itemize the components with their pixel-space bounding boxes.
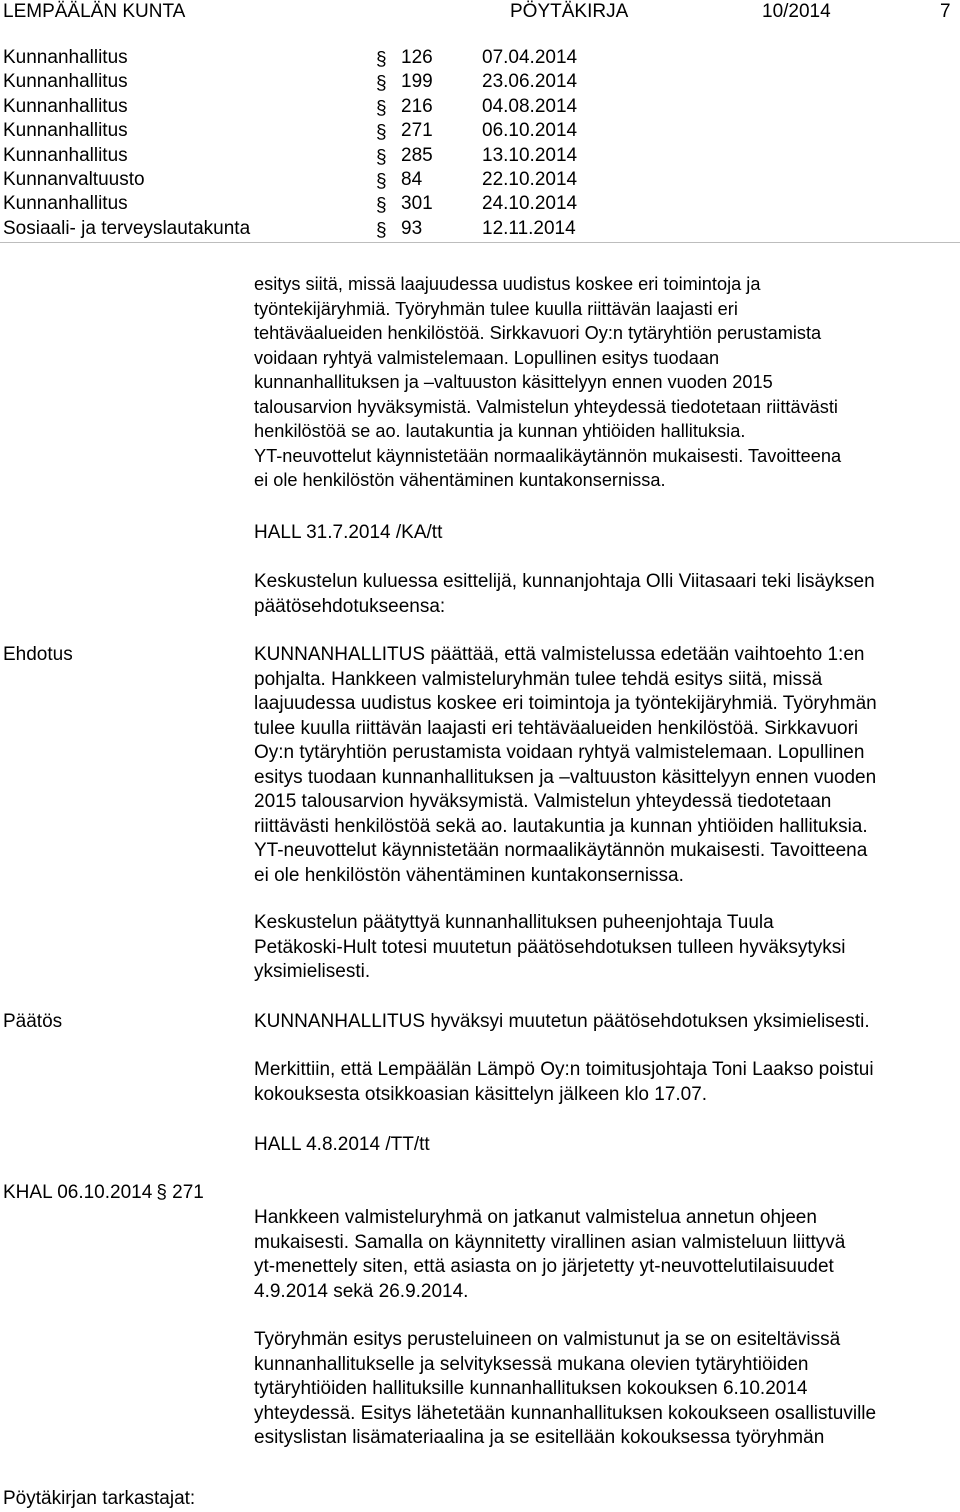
section-symbol: § <box>376 146 387 168</box>
text-line: riittävästi henkilöstöä sekä ao. lautakuntia ja kunnan yhtiöiden hallituksia. <box>254 815 868 837</box>
history-body: Kunnanvaltuusto <box>3 168 145 190</box>
history-number: 301 <box>401 193 433 215</box>
hall-signature-text: HALL 31.7.2014 /KA/tt <box>254 522 443 543</box>
history-number: 271 <box>401 120 433 142</box>
text-line: laajuudessa uudistus koskee eri toimintoja ja työntekijäryhmiä. Työryhmän <box>254 693 877 714</box>
text-line: Merkittiin, että Lempäälän Lämpö Oy:n toimitusjohtaja Toni Laakso poistui <box>254 1059 874 1080</box>
history-number: 126 <box>401 47 433 68</box>
text-line: YT-neuvottelut käynnistetään normaalikäytännön mukaisesti. Tavoitteena <box>254 840 868 861</box>
history-date: 13.10.2014 <box>482 144 578 166</box>
history-row <box>0 193 960 217</box>
footer-label: Pöytäkirjan tarkastajat: <box>3 1488 196 1509</box>
khal-paragraph-1 <box>254 1206 954 1304</box>
page-number: 7 <box>940 1 951 22</box>
history-date: 24.10.2014 <box>482 193 578 215</box>
text-line: kunnanhallitukselle ja selvityksessä mukana olevien tytäryhtiöiden <box>254 1353 809 1375</box>
text-line: yksimielisesti. <box>254 961 371 982</box>
history-row <box>0 145 960 169</box>
document-type: PÖYTÄKIRJA <box>510 1 629 22</box>
text-line: Keskustelun kuluessa esittelijä, kunnanjohtaja Olli Viitasaari teki lisäyksen <box>254 571 875 592</box>
text-line: ei ole henkilöstön vähentäminen kuntakonsernissa. <box>254 470 666 490</box>
text-line: kunnanhallituksen ja –valtuuston käsittelyyn ennen vuoden 2015 <box>254 372 773 392</box>
text-line: 4.9.2014 sekä 26.9.2014. <box>254 1280 469 1302</box>
history-date: 07.04.2014 <box>482 47 578 68</box>
text-line: työntekijäryhmiä. Työryhmän tulee kuulla riittävän laajasti eri <box>254 298 738 319</box>
history-row <box>0 96 960 120</box>
text-line: KUNNANHALLITUS hyväksyi muutetun päätösehdotuksen yksimielisesti. <box>254 1011 870 1032</box>
text-line: Keskustelun päätyttyä kunnanhallituksen puheenjohtaja Tuula <box>254 912 774 933</box>
document-number: 10/2014 <box>762 1 831 22</box>
section-symbol: § <box>376 73 387 95</box>
page-header <box>0 0 960 26</box>
text-line: kokouksesta otsikkoasian käsittelyn jälkeen klo 17.07. <box>254 1083 708 1105</box>
text-line: pohjalta. Hankkeen valmisteluryhmän tulee tehdä esitys siitä, missä <box>254 668 823 690</box>
history-date: 06.10.2014 <box>482 120 578 142</box>
history-body: Kunnanhallitus <box>3 120 128 142</box>
history-number: 84 <box>401 168 423 190</box>
text-line: esitys siitä, missä laajuudessa uudistus koskee eri toimintoja ja <box>254 274 761 294</box>
discussion-paragraph-1 <box>254 570 954 619</box>
section-symbol: § <box>376 219 387 241</box>
discussion-paragraph-2 <box>254 911 954 985</box>
text-line: mukaisesti. Samalla on käynnitetty virallinen asian valmisteluun liittyvä <box>254 1231 846 1253</box>
history-row <box>0 218 960 242</box>
section-symbol: § <box>376 170 387 192</box>
history-date: 23.06.2014 <box>482 71 578 93</box>
paatos-label: Päätös <box>3 1011 63 1032</box>
merkittiin-paragraph <box>254 1058 954 1107</box>
history-divider <box>0 242 960 243</box>
ehdotus-paragraph <box>254 643 954 888</box>
khal-paragraph-2 <box>254 1328 954 1451</box>
text-line: tehtäväalueiden henkilöstöä. Sirkkavuori Oy:n tytäryhtiön perustamista <box>254 323 822 343</box>
history-date: 12.11.2014 <box>482 217 576 239</box>
text-line: esityslistan lisämateriaalina ja se esitellään kokouksessa työryhmän <box>254 1427 825 1448</box>
history-body: Kunnanhallitus <box>3 144 128 166</box>
text-line: talousarvion hyväksymistä. Valmistelun yhteydessä tiedotetaan riittävästi <box>254 396 838 417</box>
history-body: Kunnanhallitus <box>3 47 128 68</box>
ehdotus-label: Ehdotus <box>3 644 73 665</box>
history-number: 285 <box>401 144 433 166</box>
text-line: henkilöstöä se ao. lautakuntia ja kunnan yhtiöiden hallituksia. <box>254 421 746 441</box>
text-line: 2015 talousarvion hyväksymistä. Valmistelun yhteydessä tiedotetaan <box>254 791 832 812</box>
section-symbol: § <box>376 49 387 70</box>
history-date: 04.08.2014 <box>482 95 578 117</box>
text-line: tulee kuulla riittävän laajasti eri tehtäväalueiden henkilöstöä. Sirkkavuori <box>254 717 859 739</box>
section-symbol: § <box>376 97 387 119</box>
khal-date: KHAL 06.10.2014 <box>3 1182 153 1203</box>
text-line: voidaan ryhtyä valmistelemaan. Lopullinen esitys tuodaan <box>254 347 720 368</box>
history-row <box>0 120 960 144</box>
history-row <box>0 169 960 193</box>
text-line: Työryhmän esitys perusteluineen on valmistunut ja se on esiteltävissä <box>254 1329 841 1350</box>
history-body: Sosiaali- ja terveyslautakunta <box>3 217 251 239</box>
text-line: Hankkeen valmisteluryhmä on jatkanut valmistelua annetun ohjeen <box>254 1207 817 1228</box>
section-symbol: § <box>156 1182 167 1203</box>
text-line: tytäryhtiöiden hallituksille kunnanhallituksen kokouksen 6.10.2014 <box>254 1378 808 1399</box>
section-symbol: § <box>376 122 387 144</box>
history-date: 22.10.2014 <box>482 168 578 190</box>
history-body: Kunnanhallitus <box>3 193 128 215</box>
history-number: 93 <box>401 217 423 239</box>
history-row <box>0 71 960 95</box>
text-line: Oy:n tytäryhtiön perustamista voidaan ryhtyä valmistelemaan. Lopullinen <box>254 742 865 763</box>
text-line: YT-neuvottelut käynnistetään normaalikäytännön mukaisesti. Tavoitteena <box>254 445 842 466</box>
hall-signature-2 <box>254 1133 954 1158</box>
organization-name: LEMPÄÄLÄN KUNTA <box>3 1 186 22</box>
history-body: Kunnanhallitus <box>3 71 128 93</box>
text-line: KUNNANHALLITUS päättää, että valmistelussa edetään vaihtoehto 1:en <box>254 644 865 665</box>
history-number: 199 <box>401 71 433 93</box>
khal-label <box>3 1181 204 1206</box>
history-body: Kunnanhallitus <box>3 95 128 117</box>
section-symbol: § <box>376 195 387 217</box>
text-line: yt-menettely siten, että asiasta on jo järjetetty yt-neuvottelutilaisuudet <box>254 1256 834 1277</box>
khal-number: 271 <box>172 1182 204 1203</box>
intro-paragraph <box>254 272 954 493</box>
hall-signature-text: HALL 4.8.2014 /TT/tt <box>254 1134 430 1155</box>
text-line: Petäkoski-Hult totesi muutetun päätösehdotuksen tulleen hyväksytyksi <box>254 936 846 958</box>
text-line: esitys tuodaan kunnanhallituksen ja –valtuuston käsittelyyn ennen vuoden <box>254 766 877 788</box>
hall-signature-1 <box>254 521 954 546</box>
paatos-paragraph <box>254 1010 954 1035</box>
text-line: yhteydessä. Esitys lähetetään kunnanhallituksen kokoukseen osallistuville <box>254 1402 877 1424</box>
handling-history <box>0 47 960 242</box>
history-number: 216 <box>401 95 433 117</box>
text-line: päätösehdotukseensa: <box>254 595 446 617</box>
history-row <box>0 47 960 71</box>
text-line: ei ole henkilöstön vähentäminen kuntakonsernissa. <box>254 864 684 886</box>
